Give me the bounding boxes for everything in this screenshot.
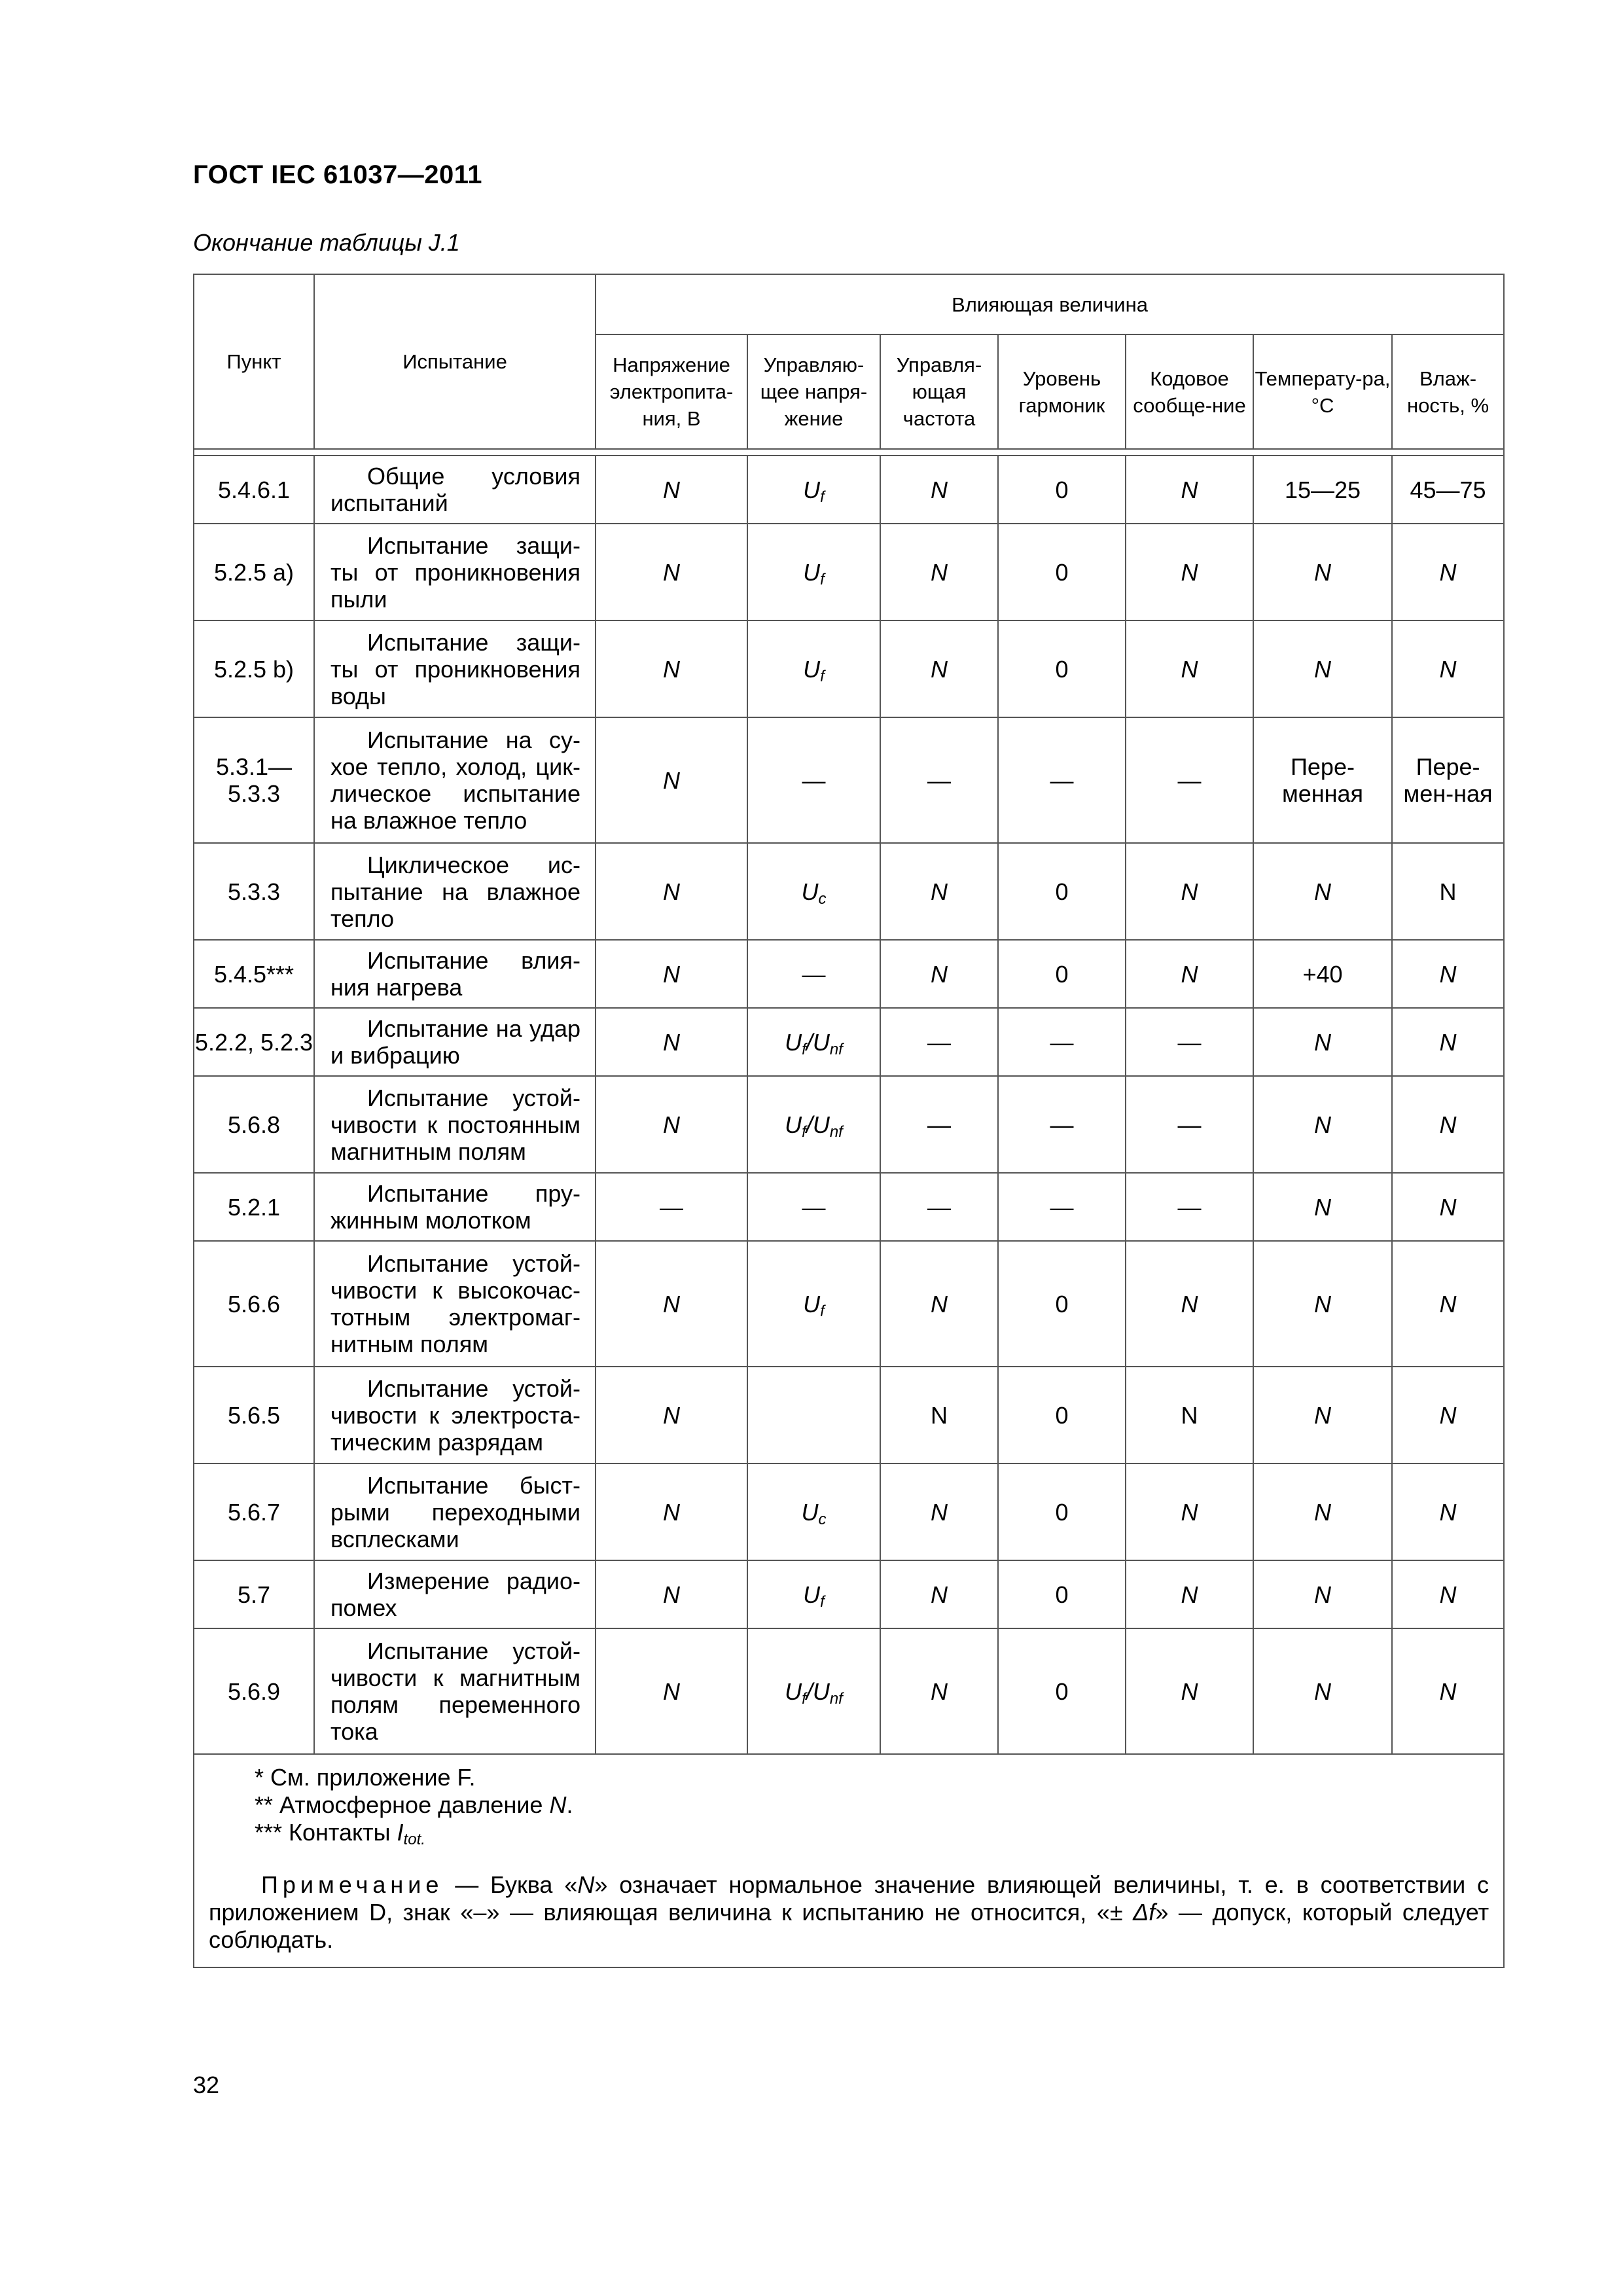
cell-value: — [1177, 1111, 1202, 1138]
cell-harmonic-level [998, 524, 1126, 620]
cell-value: N [663, 1581, 680, 1608]
cell-value: — [1177, 1028, 1202, 1056]
cell-value: N [663, 766, 680, 794]
cell-value: N [1314, 1498, 1331, 1526]
cell-value: N [1314, 1111, 1331, 1138]
cell-value: N [1314, 878, 1331, 905]
cell-supply-voltage [596, 940, 747, 1008]
cell-point: 5.3.1—5.3.3 [194, 717, 314, 843]
cell-control-voltage [747, 524, 880, 620]
cell-value: $U_f$ [803, 1581, 825, 1611]
cell-control-frequency [880, 1628, 998, 1754]
cell-test: Испытание устой-чивости к постоянным магнитным полям [314, 1076, 596, 1173]
table-row [194, 1628, 1504, 1754]
cell-test: Испытание быст-рыми переходными всплесками [314, 1463, 596, 1560]
cell-value: N [1181, 1290, 1198, 1318]
cell-temperature [1253, 1008, 1392, 1076]
cell-supply-voltage [596, 1008, 747, 1076]
cell-value: N [1439, 655, 1457, 683]
cell-point: 5.3.3 [194, 843, 314, 940]
cell-value: 45—75 [1410, 476, 1486, 503]
cell-value: N [931, 476, 948, 503]
cell-value: Пере-менная [1281, 753, 1364, 807]
cell-value: Пере-мен-ная [1403, 753, 1493, 807]
cell-value: N [931, 1581, 948, 1608]
col-group-header: Влияющая величина [596, 274, 1504, 334]
cell-control-frequency [880, 843, 998, 940]
cell-test: Испытание пру-жинным молотком [314, 1173, 596, 1241]
cell-value: N [1314, 1677, 1331, 1705]
cell-value: N [1314, 558, 1331, 586]
table-row [194, 524, 1504, 620]
cell-value: N [663, 1028, 680, 1056]
cell-value: N [931, 655, 948, 683]
footnote-1: * См. приложение F. [255, 1764, 476, 1791]
cell-temperature [1253, 1241, 1392, 1367]
cell-value: N [1181, 960, 1198, 988]
cell-humidity [1392, 1008, 1504, 1076]
cell-value: 15—25 [1284, 476, 1361, 503]
cell-value: — [1050, 766, 1074, 794]
cell-value: — [927, 1193, 951, 1221]
table-row [194, 1008, 1504, 1076]
cell-code-message [1126, 524, 1253, 620]
table-row [194, 843, 1504, 940]
cell-control-frequency [880, 620, 998, 717]
cell-value: 0 [1055, 1401, 1069, 1429]
cell-control-voltage [747, 1241, 880, 1367]
cell-value: N [1439, 1290, 1457, 1318]
cell-value: N [1181, 655, 1198, 683]
cell-value: $U_f/U_{nf}$ [785, 1028, 843, 1058]
cell-code-message [1126, 1173, 1253, 1241]
cell-supply-voltage [596, 524, 747, 620]
cell-temperature [1253, 1076, 1392, 1173]
cell-value: — [1177, 766, 1202, 794]
table-row [194, 620, 1504, 717]
cell-temperature [1253, 456, 1392, 524]
cell-humidity [1392, 1173, 1504, 1241]
cell-temperature [1253, 1463, 1392, 1560]
col-point-header: Пункт [194, 274, 314, 449]
table-row [194, 940, 1504, 1008]
cell-control-voltage [747, 620, 880, 717]
cell-value: N [663, 1290, 680, 1318]
cell-value: $U_f$ [803, 558, 825, 588]
cell-temperature [1253, 717, 1392, 843]
cell-value: $U_f$ [803, 1290, 825, 1320]
cell-control-frequency [880, 524, 998, 620]
cell-control-frequency [880, 456, 998, 524]
col-harmonic-level-header: Уровень гармоник [998, 334, 1126, 449]
col-test-header: Испытание [314, 274, 596, 449]
col-humidity-header: Влаж-ность, % [1392, 334, 1504, 449]
cell-value: N [931, 960, 948, 988]
cell-value: 0 [1055, 960, 1069, 988]
table-caption: Окончание таблицы J.1 [193, 229, 460, 256]
cell-control-frequency [880, 1008, 998, 1076]
col-control-frequency-header: Управля-ющая частота [880, 334, 998, 449]
cell-point: 5.6.8 [194, 1076, 314, 1173]
cell-code-message [1126, 717, 1253, 843]
cell-control-voltage [747, 1008, 880, 1076]
cell-value: — [1050, 1028, 1074, 1056]
cell-test: Испытание защи-ты от проникновения пыли [314, 524, 596, 620]
cell-value: N [663, 1401, 680, 1429]
cell-value: N [1439, 1581, 1457, 1608]
cell-value: N [931, 1498, 948, 1526]
cell-supply-voltage [596, 1463, 747, 1560]
cell-control-frequency [880, 940, 998, 1008]
cell-test: Общие условия испытаний [314, 456, 596, 524]
cell-value: N [931, 1290, 948, 1318]
document-code: ГОСТ IEC 61037—2011 [193, 160, 482, 189]
cell-code-message [1126, 940, 1253, 1008]
cell-code-message [1126, 1008, 1253, 1076]
cell-value: N [663, 1111, 680, 1138]
cell-temperature [1253, 1367, 1392, 1463]
cell-value: N [1314, 655, 1331, 683]
cell-value: N [931, 1401, 948, 1429]
table-row [194, 1076, 1504, 1173]
cell-control-frequency [880, 1560, 998, 1628]
cell-point: 5.4.5*** [194, 940, 314, 1008]
cell-value: N [931, 1677, 948, 1705]
cell-control-voltage [747, 940, 880, 1008]
cell-test: Испытание защи-ты от проникновения воды [314, 620, 596, 717]
cell-value: — [927, 766, 951, 794]
cell-control-voltage [747, 717, 880, 843]
cell-value: — [1050, 1193, 1074, 1221]
cell-supply-voltage [596, 1241, 747, 1367]
cell-point: 5.2.5 b) [194, 620, 314, 717]
cell-value: N [1439, 1401, 1457, 1429]
cell-value: N [1314, 1028, 1331, 1056]
cell-code-message [1126, 620, 1253, 717]
cell-value: — [1177, 1193, 1202, 1221]
cell-harmonic-level [998, 1008, 1126, 1076]
cell-harmonic-level [998, 1560, 1126, 1628]
cell-value: — [802, 1193, 826, 1221]
cell-value: N [663, 655, 680, 683]
cell-value: $U_f$ [803, 655, 825, 685]
cell-harmonic-level [998, 1367, 1126, 1463]
cell-value: N [1181, 476, 1198, 503]
cell-humidity [1392, 1241, 1504, 1367]
cell-temperature [1253, 1628, 1392, 1754]
cell-value: N [1181, 1677, 1198, 1705]
cell-control-voltage [747, 456, 880, 524]
cell-value: N [1439, 1677, 1457, 1705]
cell-value: $U_c$ [801, 878, 827, 908]
cell-test: Испытание устой-чивости к высокочас-тотным электромаг-нитным полям [314, 1241, 596, 1367]
cell-code-message [1126, 1076, 1253, 1173]
cell-control-voltage [747, 1173, 880, 1241]
cell-humidity [1392, 940, 1504, 1008]
cell-value: N [1314, 1290, 1331, 1318]
table-note: Примечание — Буква «N» означает нормальное значение влияющей величины, т. е. в соответствии с приложением D, знак «–» — влияющая величина к испытанию не относится, «± Δf» — допуск, который следует соблюдать. [209, 1871, 1489, 1953]
cell-control-frequency [880, 1076, 998, 1173]
cell-supply-voltage [596, 456, 747, 524]
cell-value: 0 [1055, 655, 1069, 683]
table-row [194, 1241, 1504, 1367]
cell-value: 0 [1055, 476, 1069, 503]
cell-humidity [1392, 1628, 1504, 1754]
cell-harmonic-level [998, 1076, 1126, 1173]
cell-supply-voltage [596, 1173, 747, 1241]
cell-control-voltage [747, 1463, 880, 1560]
cell-value: N [1314, 1581, 1331, 1608]
cell-code-message [1126, 456, 1253, 524]
cell-humidity [1392, 1367, 1504, 1463]
cell-control-voltage [747, 1367, 880, 1463]
table-body [194, 449, 1504, 1754]
cell-test: Испытание на удар и вибрацию [314, 1008, 596, 1076]
cell-control-frequency [880, 1173, 998, 1241]
cell-value: — [802, 766, 826, 794]
cell-control-frequency [880, 1463, 998, 1560]
cell-humidity [1392, 456, 1504, 524]
cell-temperature [1253, 940, 1392, 1008]
table-j1 [193, 274, 1503, 1968]
cell-code-message [1126, 1367, 1253, 1463]
cell-value: — [802, 960, 826, 988]
cell-control-voltage [747, 843, 880, 940]
table-footnotes [194, 1754, 1504, 1967]
cell-value: N [1181, 878, 1198, 905]
cell-temperature [1253, 524, 1392, 620]
cell-test: Испытание на су-хое тепло, холод, цик-лическое испытание на влажное тепло [314, 717, 596, 843]
cell-value: 0 [1055, 558, 1069, 586]
cell-value: N [1439, 558, 1457, 586]
cell-value: — [927, 1028, 951, 1056]
cell-value: N [1439, 878, 1457, 905]
table-row [194, 1463, 1504, 1560]
cell-value: 0 [1055, 1677, 1069, 1705]
cell-test: Циклическое ис-пытание на влажное тепло [314, 843, 596, 940]
cell-value: — [927, 1111, 951, 1138]
cell-value: +40 [1302, 960, 1343, 988]
table-row [194, 1560, 1504, 1628]
cell-code-message [1126, 1463, 1253, 1560]
cell-value: 0 [1055, 1498, 1069, 1526]
cell-value: N [1181, 1581, 1198, 1608]
cell-point: 5.4.6.1 [194, 456, 314, 524]
cell-control-voltage [747, 1628, 880, 1754]
cell-point: 5.7 [194, 1560, 314, 1628]
cell-value: $U_c$ [801, 1498, 827, 1528]
cell-code-message [1126, 1560, 1253, 1628]
cell-control-voltage [747, 1076, 880, 1173]
cell-value: 0 [1055, 1581, 1069, 1608]
cell-point: 5.2.2, 5.2.3 [194, 1008, 314, 1076]
col-control-voltage-header: Управляю-щее напря-жение [747, 334, 880, 449]
cell-harmonic-level [998, 1241, 1126, 1367]
cell-value: N [1439, 960, 1457, 988]
cell-supply-voltage [596, 717, 747, 843]
cell-point: 5.2.1 [194, 1173, 314, 1241]
cell-temperature [1253, 1560, 1392, 1628]
cell-code-message [1126, 843, 1253, 940]
cell-value: — [1050, 1111, 1074, 1138]
col-supply-voltage-header: Напряжение электропита-ния, В [596, 334, 747, 449]
cell-supply-voltage [596, 843, 747, 940]
cell-harmonic-level [998, 1628, 1126, 1754]
cell-value: 0 [1055, 878, 1069, 905]
cell-temperature [1253, 1173, 1392, 1241]
cell-value: N [1439, 1111, 1457, 1138]
cell-harmonic-level [998, 843, 1126, 940]
cell-value: N [663, 1498, 680, 1526]
cell-point: 5.6.9 [194, 1628, 314, 1754]
cell-harmonic-level [998, 456, 1126, 524]
cell-control-frequency [880, 1367, 998, 1463]
cell-code-message [1126, 1241, 1253, 1367]
cell-control-frequency [880, 1241, 998, 1367]
cell-humidity [1392, 1560, 1504, 1628]
cell-value: N [931, 878, 948, 905]
cell-supply-voltage [596, 1076, 747, 1173]
cell-value: N [1181, 1401, 1198, 1429]
cell-code-message [1126, 1628, 1253, 1754]
cell-control-frequency [880, 717, 998, 843]
table-row [194, 1367, 1504, 1463]
table-row [194, 456, 1504, 524]
cell-test: Испытание влия-ния нагрева [314, 940, 596, 1008]
cell-harmonic-level [998, 940, 1126, 1008]
cell-temperature [1253, 843, 1392, 940]
cell-supply-voltage [596, 1628, 747, 1754]
cell-humidity [1392, 717, 1504, 843]
header-separator [194, 449, 1504, 456]
cell-value: N [663, 476, 680, 503]
footnote-2: ** Атмосферное давление N. [255, 1791, 573, 1818]
cell-value: N [663, 878, 680, 905]
influence-table [193, 274, 1505, 1968]
cell-value: N [1314, 1401, 1331, 1429]
cell-value: $U_f/U_{nf}$ [785, 1111, 843, 1141]
cell-value: 0 [1055, 1290, 1069, 1318]
cell-value: N [1439, 1028, 1457, 1056]
cell-point: 5.2.5 a) [194, 524, 314, 620]
cell-humidity [1392, 1463, 1504, 1560]
cell-supply-voltage [596, 620, 747, 717]
cell-supply-voltage [596, 1367, 747, 1463]
footnote-3: *** Контакты $I_{tot.}$ [255, 1819, 425, 1848]
table-row [194, 717, 1504, 843]
cell-value: N [663, 960, 680, 988]
cell-humidity [1392, 620, 1504, 717]
cell-humidity [1392, 843, 1504, 940]
cell-point: 5.6.5 [194, 1367, 314, 1463]
cell-supply-voltage [596, 1560, 747, 1628]
cell-value: N [663, 558, 680, 586]
cell-value: N [1439, 1498, 1457, 1526]
cell-value: N [1181, 1498, 1198, 1526]
cell-point: 5.6.7 [194, 1463, 314, 1560]
col-code-message-header: Кодовое сообще-ние [1126, 334, 1253, 449]
cell-value: N [1181, 558, 1198, 586]
cell-value: $U_f/U_{nf}$ [785, 1677, 843, 1708]
cell-value: N [663, 1677, 680, 1705]
cell-control-voltage [747, 1560, 880, 1628]
cell-test: Испытание устой-чивости к электроста-тическим разрядам [314, 1367, 596, 1463]
cell-value: N [931, 558, 948, 586]
cell-test: Измерение радио-помех [314, 1560, 596, 1628]
cell-harmonic-level [998, 620, 1126, 717]
cell-harmonic-level [998, 1173, 1126, 1241]
cell-value: N [1314, 1193, 1331, 1221]
cell-value: $U_f$ [803, 476, 825, 506]
cell-harmonic-level [998, 1463, 1126, 1560]
cell-value: — [660, 1193, 683, 1221]
cell-value: N [1439, 1193, 1457, 1221]
cell-humidity [1392, 1076, 1504, 1173]
cell-harmonic-level [998, 717, 1126, 843]
cell-point: 5.6.6 [194, 1241, 314, 1367]
cell-humidity [1392, 524, 1504, 620]
col-temperature-header: Температу-ра, °С [1253, 334, 1392, 449]
cell-temperature [1253, 620, 1392, 717]
page-number: 32 [193, 2072, 220, 2098]
cell-test: Испытание устой-чивости к магнитным полям переменного тока [314, 1628, 596, 1754]
table-row [194, 1173, 1504, 1241]
